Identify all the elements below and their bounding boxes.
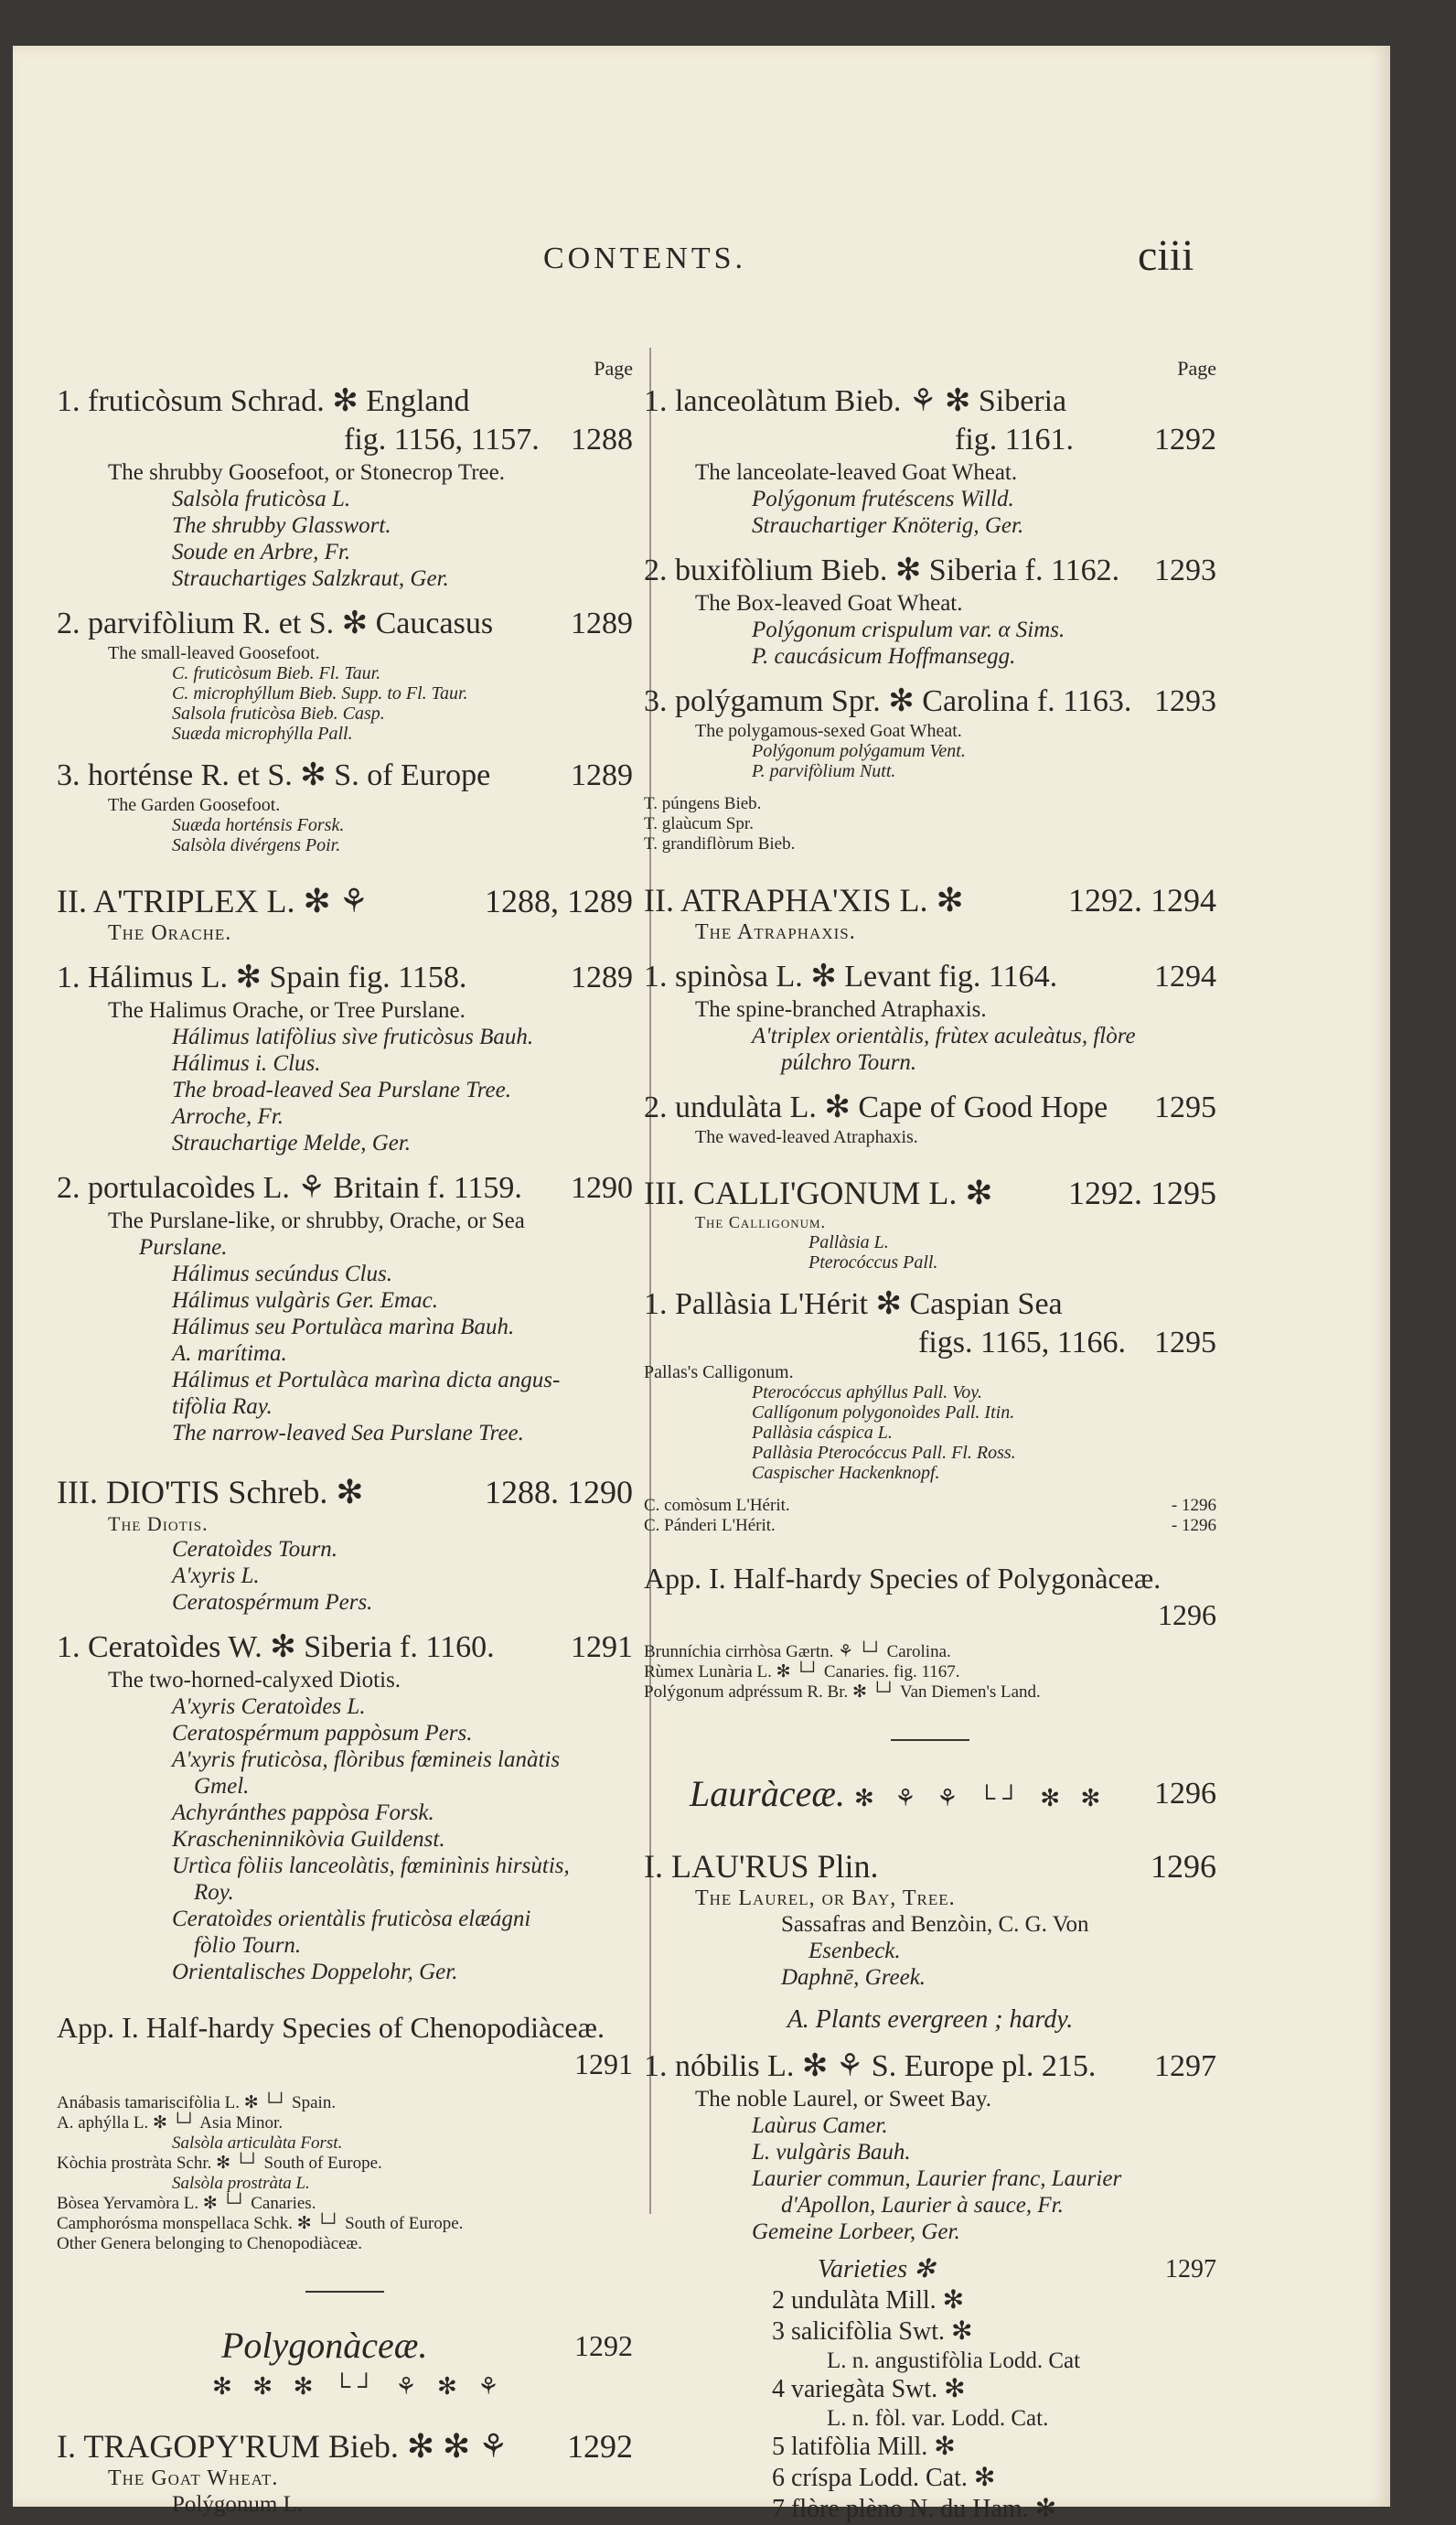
family-symbols-right: ✻ ⚘ ⚘ └┘ ✻ ✻	[854, 1785, 1108, 1811]
genus-tragopyrum: 1292 I. TRAGOPY'RUM Bieb. ✻ ✻ ⚘	[57, 2428, 633, 2465]
appendix-chenopodiaceae: App. I. Half-hardy Species of Chenopodiàceæ.	[57, 2011, 605, 2044]
entry-polygamum: 1293 3. polýgamum Spr. ✻ Carolina f. 1163.	[644, 684, 1216, 718]
genus-laurus: 1296 I. LAU'RUS Plin.	[644, 1848, 1216, 1885]
entry-comosum: - 1296 C. comòsum L'Hérit.	[644, 1496, 1216, 1515]
page-numeral: ciii	[1138, 231, 1194, 280]
entry-fruticosum: 1. fruticòsum Schrad. ✻ England 1288 fig. 1156, 1157.	[57, 384, 633, 457]
entry-lanceolatum: 1. lanceolàtum Bieb. ⚘ ✻ Siberia 1292 fig. 1161.	[644, 384, 1216, 457]
family-polygonaceae: 1292 Polygonàceæ.	[221, 2325, 633, 2366]
entry-panderi: - 1296 C. Pánderi L'Hérit.	[644, 1516, 1216, 1535]
book-page	[13, 46, 1390, 2523]
page-label: Page	[594, 357, 633, 380]
entry-nobilis: 1297 1. nóbilis L. ✻ ⚘ S. Europe pl. 215.	[644, 2049, 1216, 2083]
family-lauraceae: 1296 Lauràceæ. ✻ ⚘ ⚘ └┘ ✻ ✻	[690, 1773, 1216, 1814]
varieties-heading: 1297 Varieties ✻	[818, 2255, 1216, 2283]
appendix-polygonaceae: App. I. Half-hardy Species of Polygonàceæ.	[644, 1562, 1162, 1595]
section-rule-right	[891, 1739, 969, 1741]
genus-atriplex: 1288, 1289 II. A'TRIPLEX L. ✻ ⚘	[57, 883, 633, 919]
genus-atraphaxis: 1292. 1294 II. ATRAPHA'XIS L. ✻	[644, 882, 1216, 919]
entry-hortense: 1289 3. horténse R. et S. ✻ S. of Europe	[57, 758, 633, 792]
entry-ceratoides: 1291 1. Ceratoìdes W. ✻ Siberia f. 1160.	[57, 1630, 633, 1664]
entry-portulacoides: 1290 2. portulacoìdes L. ⚘ Britain f. 1159.	[57, 1171, 633, 1205]
entry-undulata: 1295 2. undulàta L. ✻ Cape of Good Hope	[644, 1091, 1216, 1124]
entry-pallasia: 1. Pallàsia L'Hérit ✻ Caspian Sea 1295 figs. 1165, 1166.	[644, 1287, 1216, 1359]
entry-buxifolium: 1293 2. buxifòlium Bieb. ✻ Siberia f. 1162.	[644, 553, 1216, 587]
entry-halimus: 1289 1. Hálimus L. ✻ Spain fig. 1158.	[57, 961, 633, 994]
genus-calligonum: 1292. 1295 III. CALLI'GONUM L. ✻	[644, 1175, 1216, 1211]
family-symbols: ✻ ✻ ✻ └┘ ⚘ ✻ ⚘	[212, 2373, 507, 2400]
genus-diotis: 1288. 1290 III. DIO'TIS Schreb. ✻	[57, 1474, 633, 1510]
entry-parvifolium: 1289 2. parvifòlium R. et S. ✻ Caucasus	[57, 607, 633, 640]
left-column: Page 1. fruticòsum Schrad. ✻ England 1288 fig. 1156, 1157. The shrubby Goosefoot, or Stonecrop Tree. Salsòla fruticòsa L. The shrubby Glasswort. Soude en Arbre, Fr. Strauchartiges Salzkraut, Ger. 1289 2. parvifòlium R. et S. ✻ Caucasus The small-leaved Goosefoot. C. fruticòsum Bieb. Fl. Taur. C. microphýllum Bieb. Supp. to Fl. Taur. Salsola fruticòsa Bieb. Casp. Suæda microphýlla Pall. 1289 3. horténse R. et S. ✻ S. of Europe The Garden Goosefoot. Suæda horténsis Forsk. Salsòla divérgens Poir. 1288, 1289 II. A'TRIPLEX L. ✻ ⚘ The Orache. 1289 1. Hálimus L. ✻ Spain fig. 1158. The Halimus Orache, or Tree Purslane. Hálimus latifòlius sìve fruticòsus Bauh. Hálimus i. Clus. The broad-leaved Sea Purslane Tree. Arroche, Fr. Strauchartige Melde, Ger. 1290 2. portulacoìdes L. ⚘ Britain f. 1159. The Purslane-like, or shrubby, Orache, or Sea Purslane. Hálimus secúndus Clus. Hálimus vulgàris Ger. Emac. Hálimus seu Portulàca marìna Bauh. A. marítima. Hálimus et Portulàca marìna dicta angus- tifòlia Ray. The narrow-leaved Sea Purslane Tree. 1288. 1290 III. DIO'TIS Schreb. ✻ The Diotis. Ceratoìdes Tourn. A'xyris L. Ceratospérmum Pers. 1291 1. Ceratoìdes W. ✻ Siberia f. 1160. The two-horned-calyxed Diotis. A'xyris Ceratoìdes L. Ceratospérmum pappòsum Pers. A'xyris fruticòsa, flòribus fœmineis lanàtis Gmel. Achyránthes pappòsa Forsk. Krascheninnikòvia Guildenst. Urtìca fòliis lanceolàtis, fœminìnis hirsùtis, Roy. Ceratoìdes orientàlis fruticòsa elæágni fòlio Tourn. Orientalisches Doppelohr, Ger. App. I. Half-hardy Species of Chenopodiàceæ. 1291 Anábasis tamariscifòlia L. ✻ └┘ Spain. A. aphýlla L. ✻ └┘ Asia Minor. Salsòla articulàta Forst. Kòchia prostràta Schr. ✻ └┘ South of Europe. Salsòla prostràta L. Bòsea Yervamòra L. ✻ └┘ Canaries. Camphorósma monspellaca Schk. ✻ └┘ South of Europe. Other Genera belonging to Chenopodiàceæ. 1292 Polygonàceæ. ✻ ✻ ✻ └┘ ⚘ ✻ ⚘ 1292 I. TRAGOPY'RUM Bieb. ✻ ✻ ⚘ The Goat Wheat. Polýgonum L.	[57, 357, 633, 2517]
section-evergreen: A. Plants evergreen ; hardy.	[787, 2005, 1074, 2034]
section-rule	[305, 2291, 384, 2293]
page-label-right: Page	[1177, 357, 1216, 380]
right-column: Page 1. lanceolàtum Bieb. ⚘ ✻ Siberia 1292 fig. 1161. The lanceolate-leaved Goat Wheat. Polýgonum frutéscens Willd. Strauchartiger Knöterig, Ger. 1293 2. buxifòlium Bieb. ✻ Siberia f. 1162. The Box-leaved Goat Wheat. Polýgonum crispulum var. α Sims. P. caucásicum Hoffmansegg. 1293 3. polýgamum Spr. ✻ Carolina f. 1163. The polygamous-sexed Goat Wheat. Polýgonum polýgamum Vent. P. parvifòlium Nutt. T. púngens Bieb. T. glaùcum Spr. T. grandiflòrum Bieb. 1292. 1294 II. ATRAPHA'XIS L. ✻ The Atraphaxis. 1294 1. spinòsa L. ✻ Levant fig. 1164. The spine-branched Atraphaxis. A'triplex orientàlis, frùtex aculeàtus, flòre púlchro Tourn. 1295 2. undulàta L. ✻ Cape of Good Hope The waved-leaved Atraphaxis. 1292. 1295 III. CALLI'GONUM L. ✻ The Calligonum. Pallàsia L. Pterocóccus Pall. 1. Pallàsia L'Hérit ✻ Caspian Sea 1295 figs. 1165, 1166. Pallas's Calligonum. Pterocóccus aphýllus Pall. Voy. Callígonum polygonoìdes Pall. Itin. Pallàsia cáspica L. Pallàsia Pterocóccus Pall. Fl. Ross. Caspischer Hackenknopf. - 1296 C. comòsum L'Hérit. - 1296 C. Pánderi L'Hérit. App. I. Half-hardy Species of Polygonàceæ. 1296 Brunníchia cirrhòsa Gærtn. ⚘ └┘ Carolina. Rùmex Lunària L. ✻ └┘ Canaries. fig. 1167. Polýgonum adpréssum R. Br. ✻ └┘ Van Diemen's Land. 1296 Lauràceæ. ✻ ⚘ ⚘ └┘ ✻ ✻ 1296 I. LAU'RUS Plin. The Laurel, or Bay, Tree. Sassafras and Benzòin, C. G. Von Esenbeck. Daphnē, Greek. A. Plants evergreen ; hardy. 1297 1. nóbilis L. ✻ ⚘ S. Europe pl. 215. The noble Laurel, or Sweet Bay. Laùrus Camer. L. vulgàris Bauh. Laurier commun, Laurier franc, Laurier d'Apollon, Laurier à sauce, Fr. Gemeine Lorbeer, Ger. 1297 Varieties ✻ 2 undulàta Mill. ✻ 3 salicifòlia Swt. ✻ L. n. angustifòlia Lodd. Cat 4 variegàta Swt. ✻ L. n. fòl. var. Lodd. Cat. 5 latifòlia Mill. ✻ 6 críspa Lodd. Cat. ✻ 7 flòre plèno N. du Ham. ✻	[644, 357, 1216, 2523]
running-title: CONTENTS.	[543, 242, 747, 275]
entry-spinosa: 1294 1. spinòsa L. ✻ Levant fig. 1164.	[644, 960, 1216, 994]
